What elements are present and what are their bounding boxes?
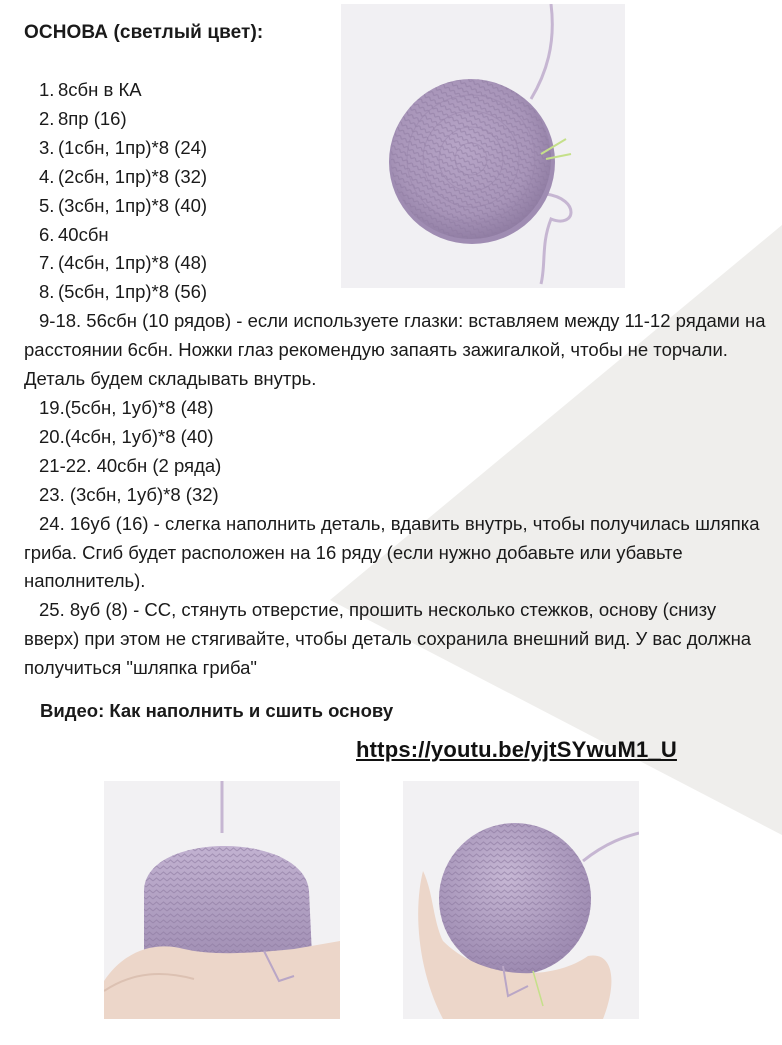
step-item: 24. 16уб (16) - слегка наполнить деталь, вдавить внутрь, чтобы получилась шляпка гриба. Сгиб будет расположен на 16 ряду (если нужно добавьте или убавьте наполнитель). xyxy=(24,512,760,592)
step-item: 1. 8сбн в КА xyxy=(39,79,142,100)
step-item: 9-18. 56сбн (10 рядов) - если используете глазки: вставляем между 11-12 рядами на расстоянии 6сбн. Ножки глаз рекомендую запаять зажигалкой, чтобы не торчали. Деталь будем складывать внутрь. xyxy=(24,310,766,390)
step-item: 21-22. 40сбн (2 ряда) xyxy=(39,454,222,476)
step-item: 2. 8пр (16) xyxy=(39,107,127,129)
step-item: 7. (4сбн, 1пр)*8 (48) xyxy=(39,252,208,274)
video-link[interactable]: https://youtu.be/yjtSYwuM1_U xyxy=(356,737,677,762)
video-label: Видео: Как наполнить и сшить основу xyxy=(40,700,394,721)
step-item: 8. (5сбн, 1пр)*8 (56) xyxy=(39,281,208,303)
crochet-dome-photo xyxy=(104,781,340,1019)
step-item: 23. (3сбн, 1уб)*8 (32) xyxy=(39,483,219,505)
step-item: 25. 8уб (8) - СС, стянуть отверстие, прошить несколько стежков, основу (снизу вверх) при этом не стягивайте, чтобы деталь сохранила внешний вид. У вас должна получиться "шляпка гриба" xyxy=(24,599,752,679)
step-item: 19.(5сбн, 1уб)*8 (48) xyxy=(39,396,214,418)
steps-list xyxy=(24,76,772,683)
step-item: 6. 40сбн xyxy=(39,223,109,245)
crochet-ball-photo xyxy=(403,781,639,1019)
step-item: 3. (1сбн, 1пр)*8 (24) xyxy=(39,136,208,158)
page-title: ОСНОВА (светлый цвет): xyxy=(24,22,264,43)
step-item: 20.(4сбн, 1уб)*8 (40) xyxy=(39,425,214,447)
step-item: 4. (2сбн, 1пр)*8 (32) xyxy=(39,165,208,187)
step-item: 5. (3сбн, 1пр)*8 (40) xyxy=(39,194,208,216)
